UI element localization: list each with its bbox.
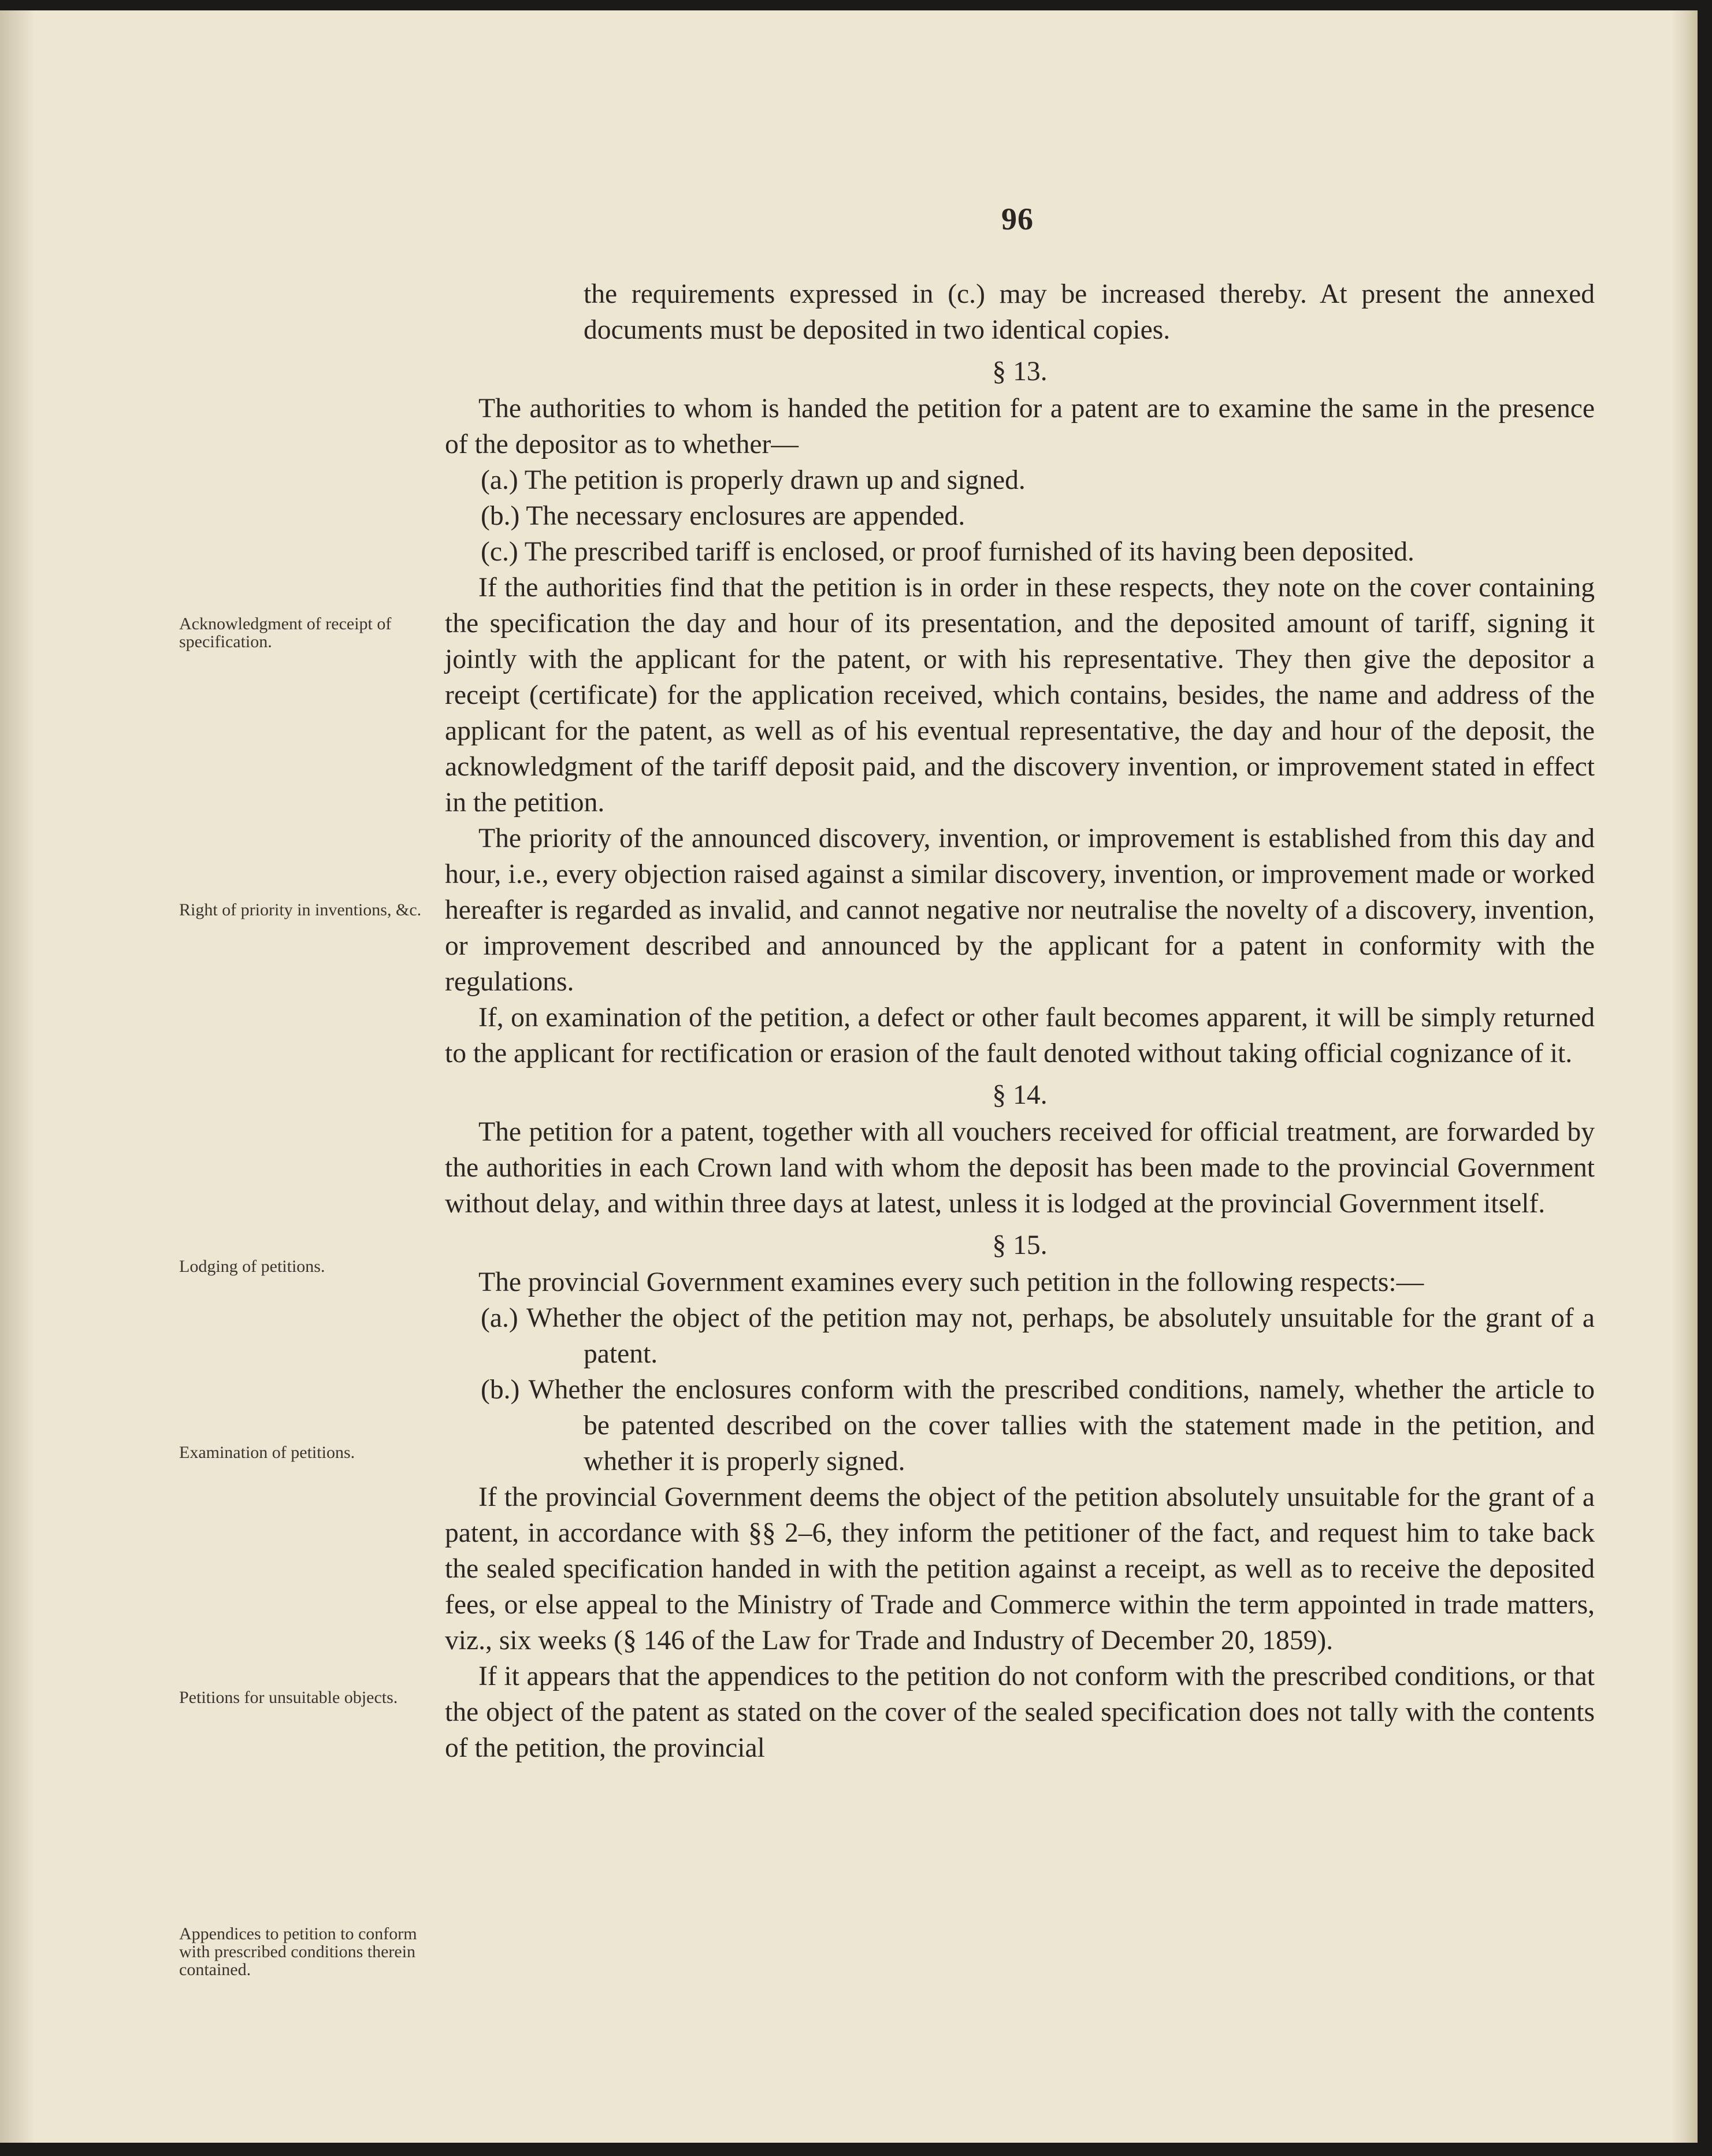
side-note-priority: Right of priority in inventions, &c. (179, 900, 422, 919)
side-note-examination: Examination of petitions. (179, 1443, 355, 1462)
section-15-item-b: (b.) Whether the enclosures conform with the prescribed conditions, namely, whether the article to be patented described on the cover tallies with the statement made in the petition, and whether it is properly signed. (481, 1375, 1595, 1476)
acknowledgment-paragraph: If the authorities find that the petition is in order in these respects, they note on the cover containing the specification the day and hour of its presentation, and the deposited amount of tariff, signing it jointly with the applicant for the patent, or with his representative. They then give the depositor a receipt (certificate) for the application received, which contains, besides, the name and address of the applicant for the patent, as well as of his eventual representative, the day and hour of the deposit, the acknowledgment of the tariff deposit paid, and the discovery invention, or improvement stated in effect in the petition. (445, 573, 1595, 818)
section-14-heading: § 14. (992, 1080, 1048, 1110)
section-13-item-c: (c.) The prescribed tariff is enclosed, or proof furnished of its having been deposited. (481, 537, 1414, 567)
unsuitable-paragraph: If the provincial Government deems the object of the petition absolutely unsuitable for the grant of a patent, in accordance with §§ 2–6, they inform the petitioner of the fact, and request him to take back the sealed specification handed in with the petition against a receipt, as well as to receive the deposited fees, or else appeal to the Ministry of Trade and Commerce within the term appointed in trade matters, viz., six weeks (§ 146 of the Law for Trade and Industry of December 20, 1859). (445, 1482, 1595, 1656)
appendices-paragraph: If it appears that the appendices to the petition do not conform with the prescribed conditions, or that the object of the patent as stated on the cover of the sealed specification does not tally with the contents of the petition, the provincial (445, 1661, 1595, 1763)
section-13-heading: § 13. (992, 357, 1048, 387)
side-note-unsuitable: Petitions for unsuitable objects. (179, 1688, 398, 1707)
page-number: 96 (1001, 202, 1034, 236)
lodging-paragraph: The petition for a patent, together with all vouchers received for official treatment, are forwarded by the authorities in each Crown land with whom the deposit has been made to the provincial Government without delay, and within three days at latest, unless it is lodged at the provincial Government itself. (445, 1117, 1595, 1219)
page-binding-shadow (0, 10, 35, 2143)
section-13-intro: The authorities to whom is handed the petition for a patent are to examine the same in the presence of the depositor as to whether— (445, 394, 1595, 459)
section-15-item-a: (a.) Whether the object of the petition may not, perhaps, be absolutely unsuitable for the grant of a patent. (481, 1303, 1595, 1369)
side-note-acknowledgment: Acknowledgment of receipt of specification. (179, 614, 392, 651)
page-edge-shadow (1672, 10, 1698, 2143)
section-13-item-b: (b.) The necessary enclosures are appended. (481, 501, 965, 531)
body-text (445, 276, 1595, 1766)
opening-paragraph: the requirements expressed in (c.) may be increased thereby. At present the annexed documents must be deposited in two identical copies. (584, 279, 1595, 345)
section-13-item-a: (a.) The petition is properly drawn up and signed. (481, 465, 1026, 495)
defect-paragraph: If, on examination of the petition, a defect or other fault becomes apparent, it will be simply returned to the applicant for rectification or erasion of the fault denoted without taking official cognizance of it. (445, 1003, 1595, 1068)
section-15-heading: § 15. (992, 1230, 1048, 1260)
side-note-appendices: Appendices to petition to conform with prescribed conditions therein contained. (179, 1924, 417, 1979)
priority-paragraph: The priority of the announced discovery, invention, or improvement is established from this day and hour, i.e., every objection raised against a similar discovery, invention, or improvement made or worked hereafter is regarded as invalid, and cannot negative nor neutralise the novelty of a discovery, invention, or improvement described and announced by the applicant for a patent in conformity with the regulations. (445, 823, 1595, 997)
document-page (0, 10, 1698, 2143)
side-note-lodging: Lodging of petitions. (179, 1257, 325, 1276)
section-15-intro: The provincial Government examines every such petition in the following respects:— (478, 1267, 1424, 1297)
